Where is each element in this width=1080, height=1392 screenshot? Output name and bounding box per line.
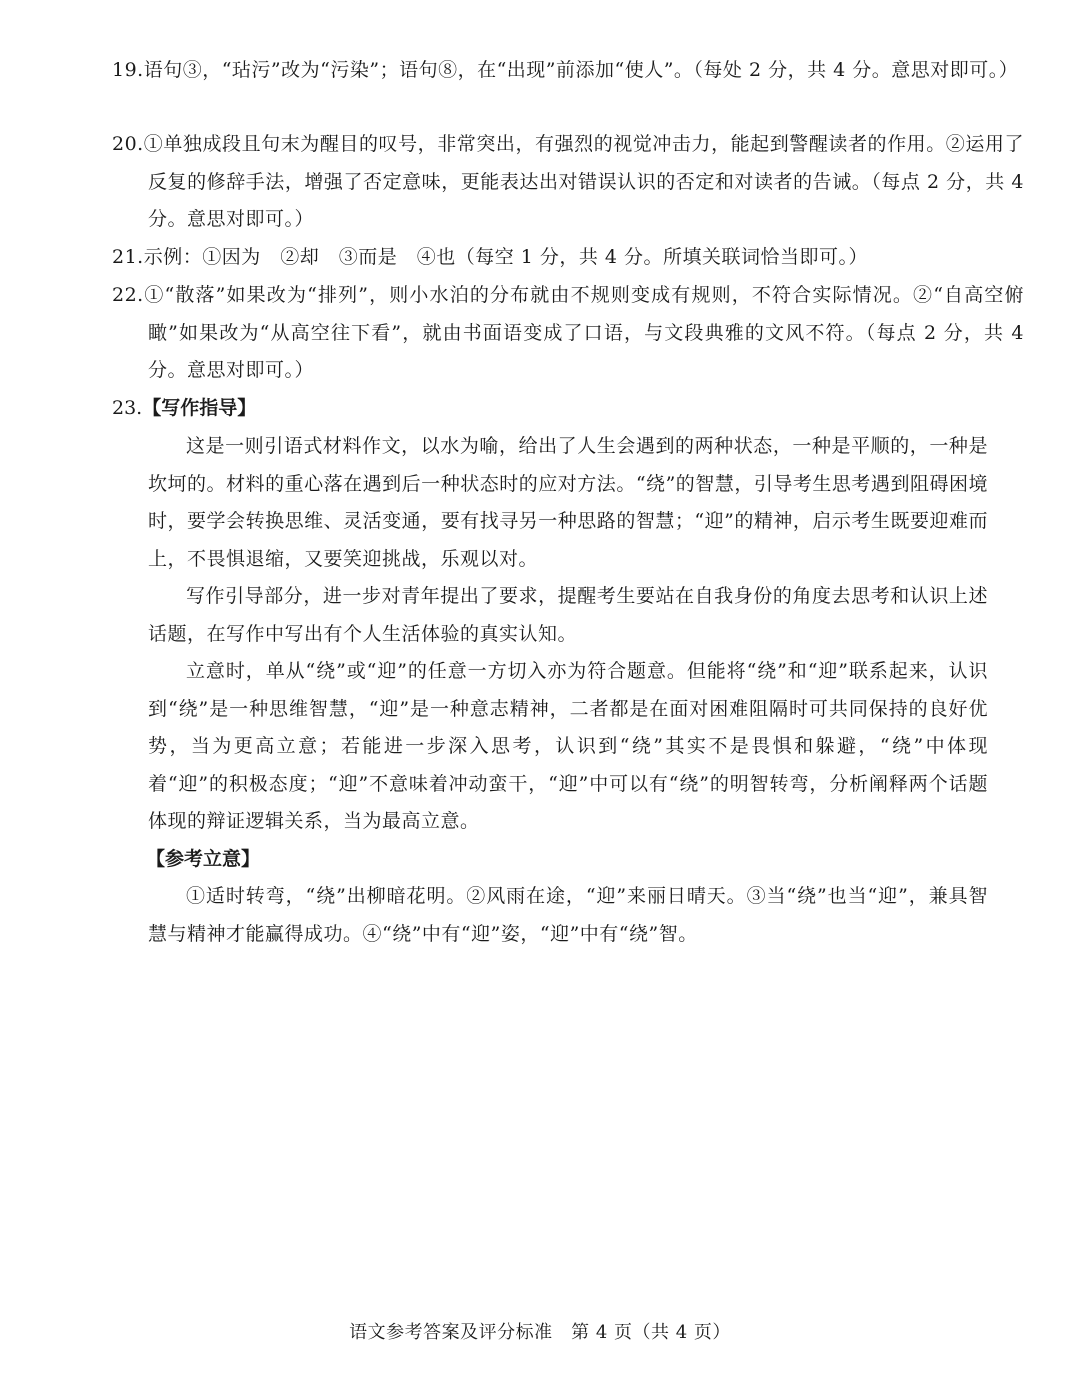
- section-heading: 【写作指导】: [142, 397, 257, 419]
- answer-21: [112, 239, 1024, 277]
- answer-text: 示例：①因为 ②却 ③而是 ④也（每空 1 分，共 4 分。所填关联词恰当即可。）: [143, 246, 869, 268]
- writing-guide-paragraph-3: 立意时，单从“绕”或“迎”的任意一方切入亦为符合题意。但能将“绕”和“迎”联系起来，认识到“绕”是一种思维智慧，“迎”是一种意志精神，二者都是在面对困难阻隔时可共同保持的良好优势，当为更高立意；若能进一步深入思考，认识到“绕”其实不是畏惧和躲避，“绕”中体现着“迎”的积极态度；“迎”不意味着冲动蛮干，“迎”中可以有“绕”的明智转弯，分析阐释两个话题体现的辩证逻辑关系，当为最高立意。: [148, 660, 988, 832]
- writing-guide-paragraph-2: 写作引导部分，进一步对青年提出了要求，提醒考生要站在自我身份的角度去思考和认识上述话题，在写作中写出有个人生活体验的真实认知。: [148, 585, 988, 645]
- question-number: 22.: [112, 284, 144, 306]
- writing-guide-paragraph-1: 这是一则引语式材料作文，以水为喻，给出了人生会遇到的两种状态，一种是平顺的，一种是坎坷的。材料的重心落在遇到后一种状态时的应对方法。“绕”的智慧，引导考生思考遇到阻碍困境时，要学会转换思维、灵活变通，要有找寻另一种思路的智慧；“迎”的精神，启示考生既要迎难而上，不畏惧退缩，又要笑迎挑战，乐观以对。: [148, 435, 988, 570]
- reference-ideas: ①适时转弯，“绕”出柳暗花明。②风雨在途，“迎”来丽日晴天。③当“绕”也当“迎”，兼具智慧与精神才能赢得成功。④“绕”中有“迎”姿，“迎”中有“绕”智。: [148, 885, 988, 945]
- answer-20: [112, 126, 1024, 239]
- question-number: 23.: [112, 397, 143, 419]
- reference-heading: 【参考立意】: [146, 848, 261, 870]
- answer-text: 语句③，“玷污”改为“污染”；语句⑧，在“出现”前添加“使人”。（每处 2 分，共 4 分。意思对即可。）: [143, 59, 1019, 81]
- answer-text: ①单独成段且句末为醒目的叹号，非常突出，有强烈的视觉冲击力，能起到警醒读者的作用。②运用了反复的修辞手法，增强了否定意味，更能表达出对错误认识的否定和对读者的告诫。（每点 2 分，共 4 分。意思对即可。）: [143, 133, 1024, 230]
- answer-19: [112, 52, 1024, 90]
- question-number: 21.: [112, 246, 144, 268]
- question-number: 20.: [112, 133, 144, 155]
- answer-23-heading: [112, 390, 256, 428]
- answer-text: ①“散落”如果改为“排列”，则小水泊的分布就由不规则变成有规则，不符合实际情况。②“自高空俯瞰”如果改为“从高空往下看”，就由书面语变成了口语，与文段典雅的文风不符。（每点 2 分，共 4 分。意思对即可。）: [143, 284, 1024, 381]
- question-number: 19.: [112, 59, 144, 81]
- page-footer: 语文参考答案及评分标准 第 4 页（共 4 页）: [349, 1322, 731, 1343]
- answer-22: [112, 277, 1024, 390]
